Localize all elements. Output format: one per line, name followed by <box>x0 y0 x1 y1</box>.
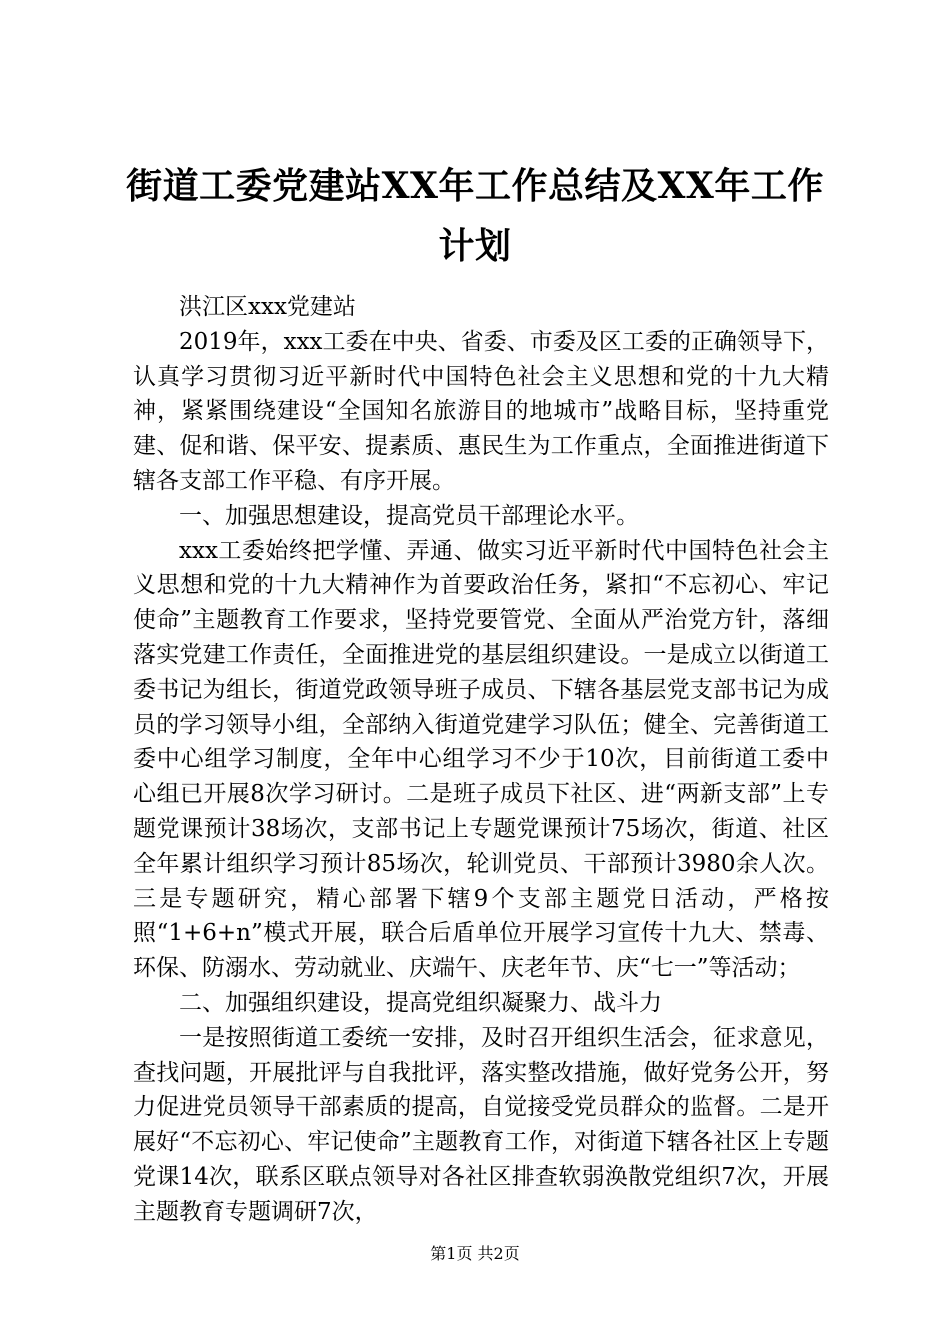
document-title: 街道工委党建站XX年工作总结及XX年工作计划 <box>126 165 824 267</box>
section-2-paragraph: 一是按照街道工委统一安排，及时召开组织生活会，征求意见，查找问题，开展批评与自我批评，落实整改措施，做好党务公开，努力促进党员领导干部素质的提高，自觉接受党员群众的监督。二是开展好“不忘初心、牢记使命”主题教育工作，对街道下辖各社区上专题党课14次，联系区联点领导对各社区排查软弱涣散党组织7次，开展主题教育专题调研7次， <box>133 1024 829 1225</box>
document-body <box>133 290 829 1230</box>
section-heading-2: 二、加强组织建设，提高党组织凝聚力、战斗力 <box>179 989 662 1016</box>
page-number-footer: 第1页 共2页 <box>430 1244 520 1263</box>
section-heading-1: 一、加强思想建设，提高党员干部理论水平。 <box>179 502 639 529</box>
section-1-paragraph: xxx工委始终把学懂、弄通、做实习近平新时代中国特色社会主义思想和党的十九大精神作为首要政治任务，紧扣“不忘初心、牢记使命”主题教育工作要求，坚持党要管党、全面从严治党方针，落细落实党建工作责任，全面推进党的基层组织建设。一是成立以街道工委书记为组长，街道党政领导班子成员、下辖各基层党支部书记为成员的学习领导小组，全部纳入街道党建学习队伍；健全、完善街道工委中心组学习制度，全年中心组学习不少于10次，目前街道工委中心组已开展8次学习研讨。二是班子成员下社区、进“两新支部”上专题党课预计38场次，支部书记上专题党课预计75场次，街道、社区全年累计组织学习预计85场次，轮训党员、干部预计3980余人次。三是专题研究，精心部署下辖9个支部主题党日活动，严格按照“1+6+n”模式开展，联合后盾单位开展学习宣传十九大、禁毒、环保、防溺水、劳动就业、庆端午、庆老年节、庆“七一”等活动； <box>133 537 829 982</box>
author-line: 洪江区xxx党建站 <box>179 294 356 320</box>
intro-paragraph: 2019年，xxx工委在中央、省委、市委及区工委的正确领导下，认真学习贯彻习近平新时代中国特色社会主义思想和党的十九大精神，紧紧围绕建设“全国知名旅游目的地城市”战略目标，坚持重党建、促和谐、保平安、提素质、惠民生为工作重点，全面推进街道下辖各支部工作平稳、有序开展。 <box>133 328 829 494</box>
